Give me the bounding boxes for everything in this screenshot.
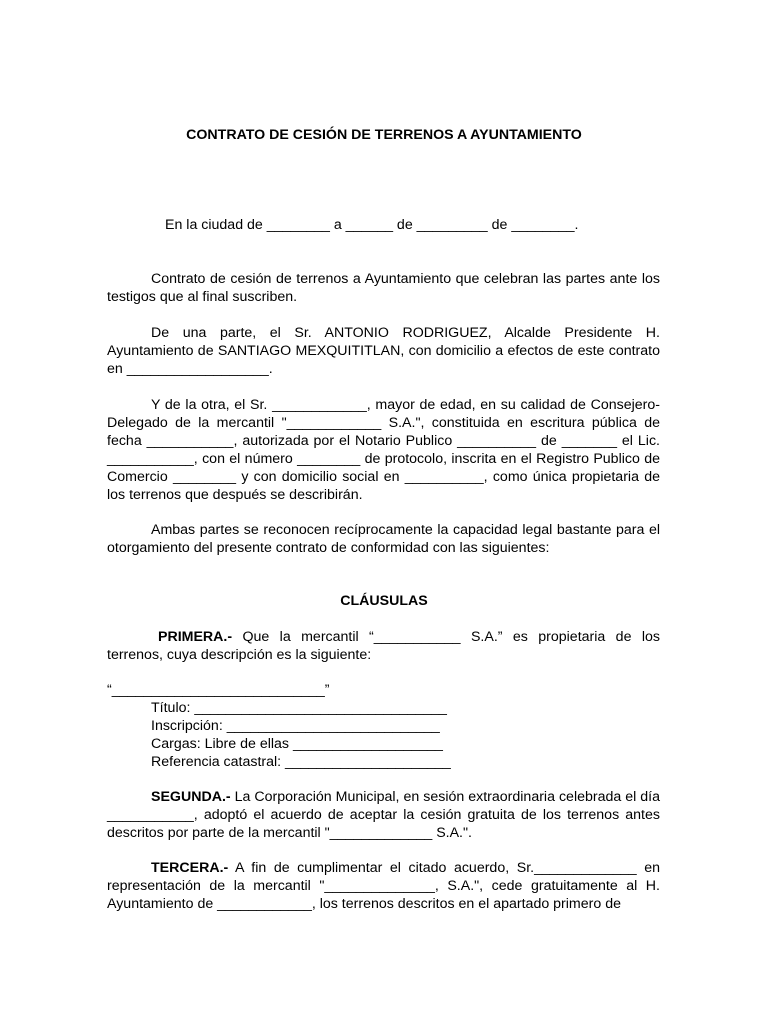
primera-cargas: Cargas: Libre de ellas ___________________	[151, 736, 443, 752]
clause-tercera-text: A fin de cumplimentar el citado acuerdo, Sr._____________ en representación de la mercantil "______________, S.A.", cede gratuitamente al H. Ayuntamiento de ____________, los terrenos descritos en el apartado primero de	[107, 860, 660, 912]
document-title: CONTRATO DE CESIÓN DE TERRENOS A AYUNTAMIENTO	[186, 127, 582, 143]
clause-segunda	[107, 788, 660, 842]
clause-tercera	[107, 859, 660, 913]
primera-quote-line: “___________________________”	[107, 682, 330, 698]
party-two-text: Y de la otra, el Sr. ____________, mayor de edad, en su calidad de Consejero-Delegado de la mercantil "____________ S.A.", constituida en escritura pública de fecha ___________, autorizada por el Notario Publico __________ de _______ el Lic. ___________, con el número ________ de protocolo, inscrita en el Registro Publico de Comercio ________ y con domicilio social en __________, como única propietaria de los terrenos que después se describirán.	[107, 397, 660, 503]
clause-primera-text: Que la mercantil “___________ S.A.” es propietaria de los terrenos, cuya descripción es la siguiente:	[107, 629, 660, 663]
party-two-paragraph	[107, 396, 660, 504]
capacity-paragraph	[107, 521, 660, 557]
clause-primera-label: PRIMERA.-	[158, 629, 233, 645]
primera-referencia: Referencia catastral: _____________________	[151, 754, 451, 770]
clause-segunda-text: La Corporación Municipal, en sesión extraordinaria celebrada el día ___________, adoptó el acuerdo de aceptar la cesión gratuita de los terrenos antes descritos por parte de la mercantil "_____________ S.A.".	[107, 789, 660, 841]
primera-titulo: Título: ________________________________	[151, 700, 447, 716]
capacity-text: Ambas partes se reconocen recíprocamente la capacidad legal bastante para el otorgamiento del presente contrato de conformidad con las siguientes:	[107, 522, 660, 556]
party-one-text: De una parte, el Sr. ANTONIO RODRIGUEZ, Alcalde Presidente H. Ayuntamiento de SANTIAGO MEXQUITITLAN, con domicilio a efectos de este contrato en __________________.	[107, 325, 660, 377]
clause-segunda-label: SEGUNDA.-	[151, 789, 231, 805]
clause-primera	[107, 628, 660, 664]
party-one-paragraph	[107, 324, 660, 378]
intro-paragraph	[107, 270, 660, 306]
clauses-heading: CLÁUSULAS	[340, 593, 428, 609]
clause-tercera-label: TERCERA.-	[151, 860, 229, 876]
date-line: En la ciudad de ________ a ______ de _________ de ________.	[165, 217, 579, 233]
intro-text: Contrato de cesión de terrenos a Ayuntamiento que celebran las partes ante los testigos que al final suscriben.	[107, 271, 660, 305]
primera-inscripcion: Inscripción: ___________________________	[151, 718, 440, 734]
